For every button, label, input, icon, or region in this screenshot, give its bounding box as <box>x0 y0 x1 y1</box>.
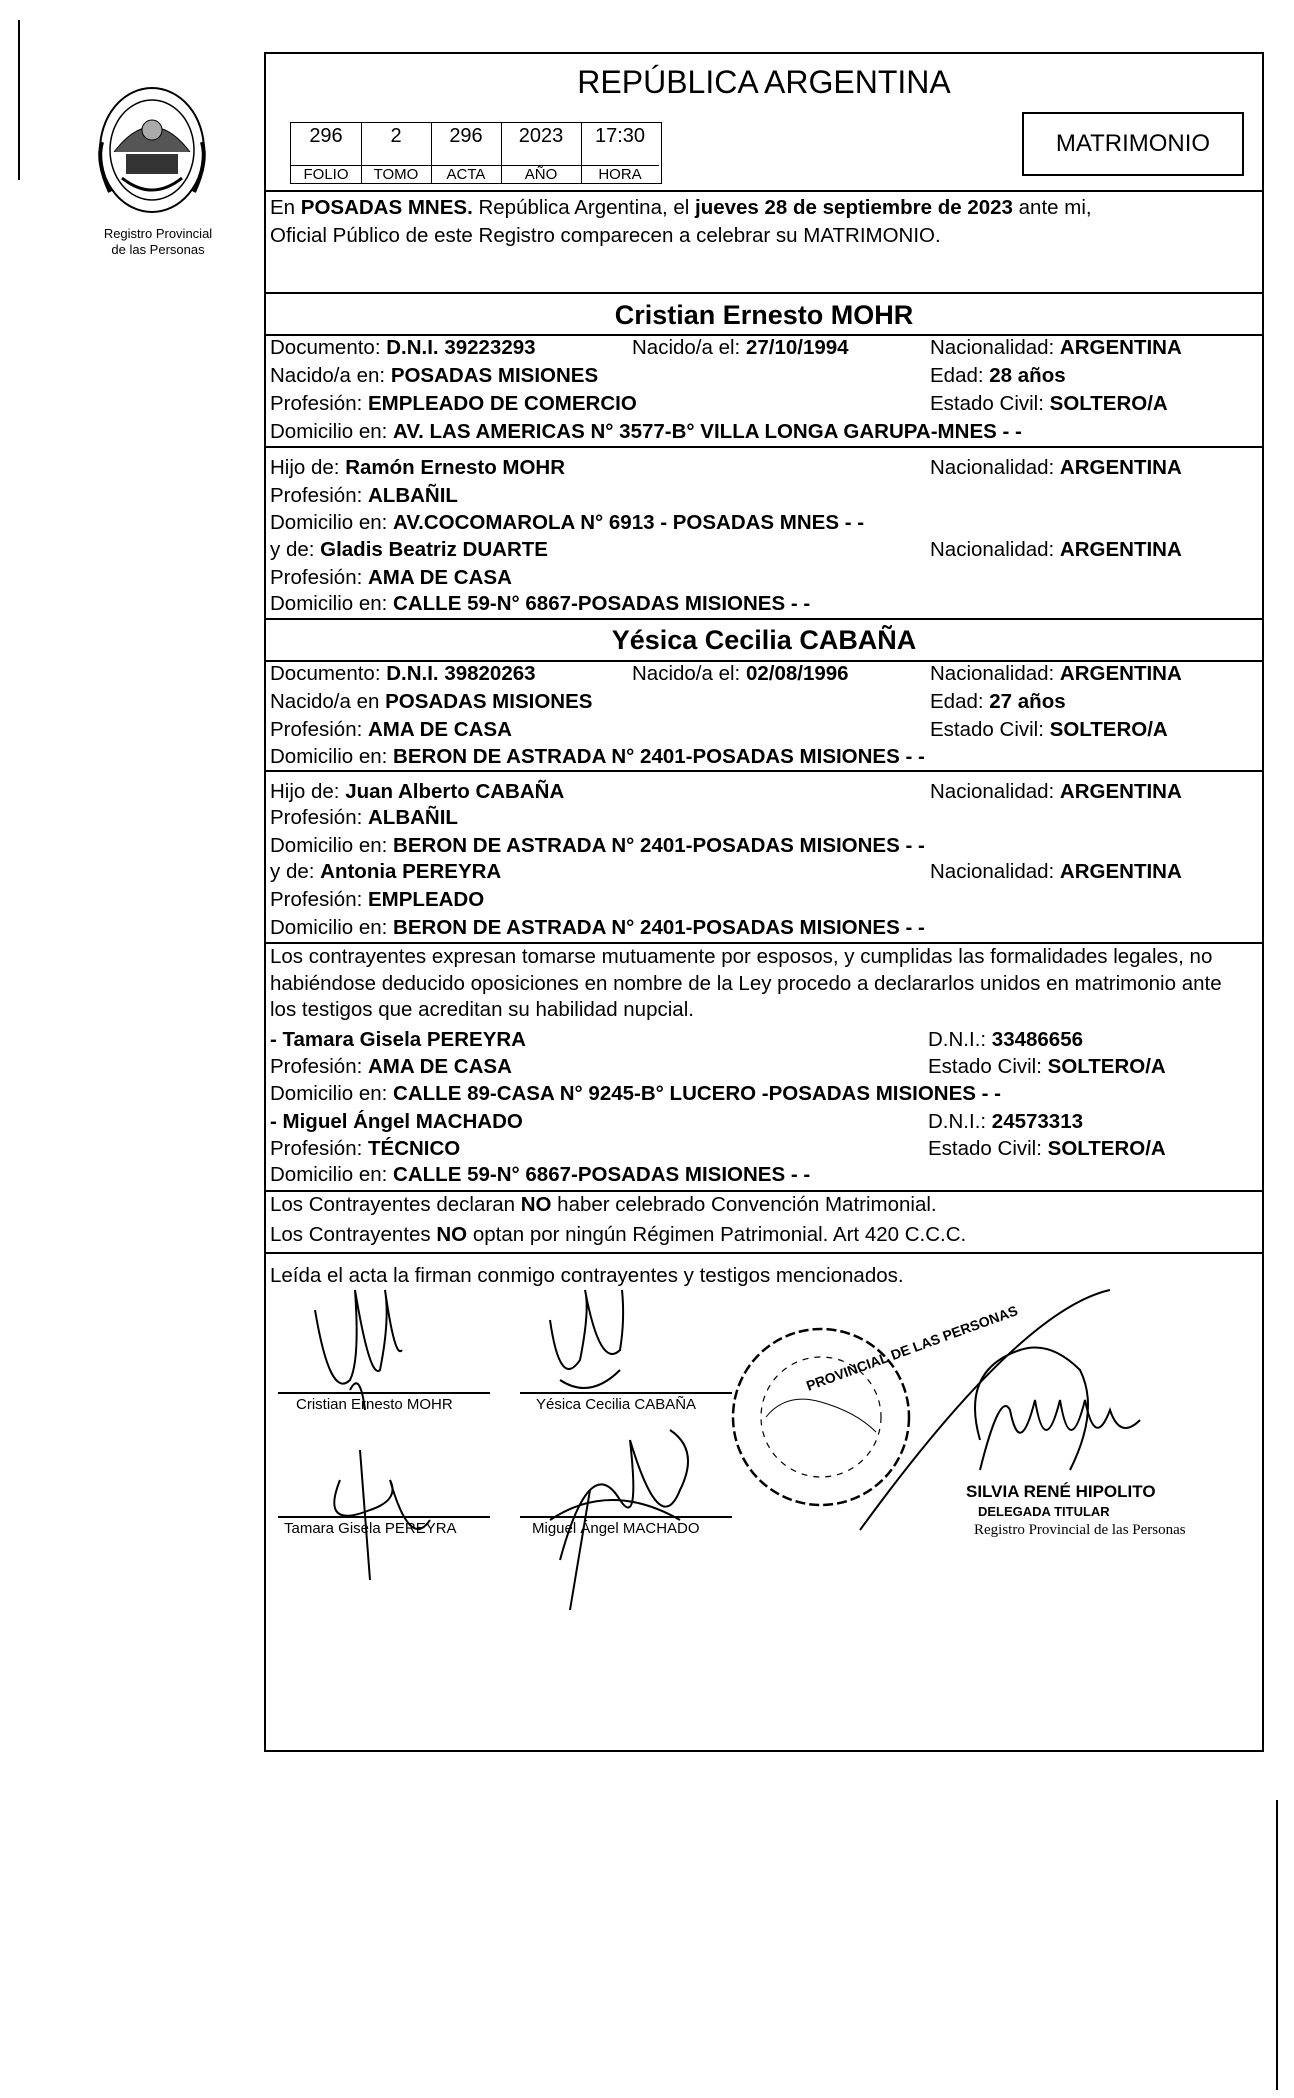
signature-name-1: Cristian Ernesto MOHR <box>296 1396 453 1413</box>
value: 28 años <box>989 364 1066 387</box>
groom-civil <box>930 392 1168 416</box>
bride-mother-addr <box>270 916 925 940</box>
witness-2-addr <box>270 1163 810 1187</box>
groom-father-nat <box>930 456 1182 480</box>
seal-caption-1: Registro Provincial <box>103 226 213 241</box>
regime-line-1 <box>270 1193 937 1217</box>
label: Domicilio en: <box>270 745 394 768</box>
label: Nacionalidad: <box>930 780 1060 803</box>
registry-table <box>290 122 662 184</box>
value: Antonia PEREYRA <box>320 860 502 883</box>
value: BERON DE ASTRADA N° 2401-POSADAS MISIONES - - <box>393 745 925 768</box>
label: Domicilio en: <box>270 511 394 534</box>
label: Nacionalidad: <box>930 860 1060 883</box>
bride-age <box>930 690 1066 714</box>
bride-name: Yésica Cecilia CABAÑA <box>611 625 917 655</box>
value: SOLTERO/A <box>1049 392 1168 415</box>
regime-no: NO <box>436 1223 468 1246</box>
registry-label: TOMO <box>361 165 431 184</box>
official-office: Registro Provincial de las Personas <box>974 1522 1186 1538</box>
value: Juan Alberto CABAÑA <box>345 780 565 803</box>
witness-1-prof <box>270 1055 512 1079</box>
frame-right <box>1262 52 1264 1752</box>
label: Nacionalidad: <box>930 456 1060 479</box>
divider <box>264 292 1264 294</box>
value: CALLE 59-N° 6867-POSADAS MISIONES - - <box>393 1163 811 1186</box>
label: Domicilio en: <box>270 592 394 615</box>
registry-hora <box>581 123 659 183</box>
groom-father <box>270 456 565 480</box>
value: Ramón Ernesto MOHR <box>345 456 566 479</box>
registry-value: 17:30 <box>594 125 646 147</box>
value: BERON DE ASTRADA N° 2401-POSADAS MISIONES - - <box>393 834 925 857</box>
label: Profesión: <box>270 806 368 829</box>
intro-place: POSADAS MNES. <box>300 196 473 219</box>
regime-text: Los Contrayentes <box>270 1223 437 1246</box>
divider <box>264 190 1264 192</box>
page-title: REPÚBLICA ARGENTINA <box>577 64 951 100</box>
label: y de: <box>270 538 321 561</box>
label: Profesión: <box>270 888 368 911</box>
label: Profesión: <box>270 718 368 741</box>
value: EMPLEADO DE COMERCIO <box>368 392 637 415</box>
label: Edad: <box>930 690 990 713</box>
intro-line-2: Oficial Público de este Registro comparecen a celebrar su MATRIMONIO. <box>270 224 941 247</box>
regime-text: optan por ningún Régimen Patrimonial. Art 420 C.C.C. <box>467 1223 967 1246</box>
value: CALLE 89-CASA N° 9245-B° LUCERO -POSADAS MISIONES - - <box>393 1082 1001 1105</box>
bride-addr <box>270 745 925 769</box>
groom-prof <box>270 392 637 416</box>
bride-father-nat <box>930 780 1182 804</box>
label: Documento: <box>270 336 387 359</box>
closing-text: Leída el acta la firman conmigo contrayentes y testigos mencionados. <box>270 1264 904 1287</box>
divider <box>264 446 1264 448</box>
groom-birthplace <box>270 364 598 388</box>
label: D.N.I.: <box>928 1028 992 1051</box>
intro-text: En <box>270 196 301 219</box>
value: AMA DE CASA <box>368 1055 512 1078</box>
label: Nacionalidad: <box>930 336 1060 359</box>
registry-label: AÑO <box>501 165 581 184</box>
value: ARGENTINA <box>1059 538 1182 561</box>
value: BERON DE ASTRADA N° 2401-POSADAS MISIONES - - <box>393 916 925 939</box>
value: ARGENTINA <box>1059 336 1182 359</box>
label: Nacido/a el: <box>632 336 746 359</box>
registry-label: HORA <box>581 165 659 184</box>
declaration-line-3: los testigos que acreditan su habilidad nupcial. <box>270 998 694 1021</box>
value: AV.COCOMAROLA N° 6913 - POSADAS MNES - - <box>393 511 865 534</box>
witness-2-civil <box>928 1137 1166 1161</box>
divider <box>264 942 1264 944</box>
label: Nacionalidad: <box>930 662 1060 685</box>
value: 24573313 <box>991 1110 1084 1133</box>
divider <box>264 618 1264 620</box>
act-type: MATRIMONIO <box>1055 130 1211 157</box>
registry-value: 2023 <box>518 125 564 147</box>
frame-top <box>264 52 1264 54</box>
value: 33486656 <box>991 1028 1084 1051</box>
label: Profesión: <box>270 484 368 507</box>
intro-text: ante mi, <box>1012 196 1092 219</box>
official-title: DELEGADA TITULAR <box>978 1504 1110 1519</box>
witness-2-prof <box>270 1137 460 1161</box>
divider <box>264 1190 1264 1192</box>
groom-name: Cristian Ernesto MOHR <box>614 300 914 330</box>
value: AMA DE CASA <box>368 718 512 741</box>
groom-mother-nat <box>930 538 1182 562</box>
value: SOLTERO/A <box>1047 1055 1166 1078</box>
value: SOLTERO/A <box>1049 718 1168 741</box>
value: AV. LAS AMERICAS N° 3577-B° VILLA LONGA GARUPA-MNES - - <box>393 420 1022 443</box>
label: Nacido/a el: <box>632 662 746 685</box>
registry-value: 296 <box>309 125 343 147</box>
groom-mother-prof <box>270 566 512 590</box>
margin-mark <box>1276 1800 1278 2090</box>
declaration-line-1: Los contrayentes expresan tomarse mutuamente por esposos, y cumplidas las formalidades legales, no <box>270 945 1213 968</box>
value: D.N.I. 39820263 <box>386 662 536 685</box>
stamp-text: PROVINCIAL DE LAS PERSONAS <box>804 1302 1020 1394</box>
label: Domicilio en: <box>270 1082 394 1105</box>
label: Domicilio en: <box>270 834 394 857</box>
witness-2-name: - Miguel Ángel MACHADO <box>270 1110 523 1133</box>
value: ARGENTINA <box>1059 860 1182 883</box>
registry-anio <box>501 123 582 183</box>
registry-label: FOLIO <box>291 165 361 184</box>
intro-date: jueves 28 de septiembre de 2023 <box>695 196 1013 219</box>
signature-name-3: Tamara Gisela PEREYRA <box>284 1520 457 1537</box>
label: Estado Civil: <box>928 1137 1048 1160</box>
bride-mother-prof <box>270 888 484 912</box>
value: ARGENTINA <box>1059 456 1182 479</box>
provincial-seal <box>92 82 212 222</box>
label: Documento: <box>270 662 387 685</box>
frame-bottom <box>264 1750 1264 1752</box>
label: Profesión: <box>270 1137 368 1160</box>
bride-nat <box>930 662 1182 686</box>
label: Hijo de: <box>270 456 346 479</box>
groom-nat <box>930 336 1182 360</box>
value: CALLE 59-N° 6867-POSADAS MISIONES - - <box>393 592 811 615</box>
bride-mother-nat <box>930 860 1182 884</box>
value: ALBAÑIL <box>368 484 458 507</box>
value: TÉCNICO <box>368 1137 461 1160</box>
label: y de: <box>270 860 321 883</box>
bride-mother <box>270 860 501 884</box>
value: SOLTERO/A <box>1047 1137 1166 1160</box>
value: EMPLEADO <box>368 888 485 911</box>
regime-text: Los Contrayentes declaran <box>270 1193 521 1216</box>
label: Estado Civil: <box>930 392 1050 415</box>
label: Profesión: <box>270 1055 368 1078</box>
value: ARGENTINA <box>1059 662 1182 685</box>
label: Estado Civil: <box>928 1055 1048 1078</box>
groom-mother-addr <box>270 592 810 616</box>
registry-label: ACTA <box>431 165 501 184</box>
witness-1-civil <box>928 1055 1166 1079</box>
bride-civil <box>930 718 1168 742</box>
bride-born <box>632 662 849 686</box>
value: POSADAS MISIONES <box>385 690 593 713</box>
groom-born <box>632 336 849 360</box>
value: ARGENTINA <box>1059 780 1182 803</box>
label: D.N.I.: <box>928 1110 992 1133</box>
value: D.N.I. 39223293 <box>386 336 536 359</box>
registry-folio <box>291 123 362 183</box>
label: Nacido/a en: <box>270 364 391 387</box>
signature-name-4: Miguel Ángel MACHADO <box>532 1520 700 1537</box>
label: Hijo de: <box>270 780 346 803</box>
groom-father-addr <box>270 511 864 535</box>
declaration-line-2: habiéndose deducido oposiciones en nombre de la Ley procedo a declararlos unidos en matrimonio ante <box>270 972 1222 995</box>
registry-value: 296 <box>449 125 483 147</box>
bride-father-prof <box>270 806 458 830</box>
groom-father-prof <box>270 484 458 508</box>
value: POSADAS MISIONES <box>390 364 599 387</box>
registry-tomo <box>361 123 432 183</box>
label: Nacido/a en <box>270 690 386 713</box>
divider <box>264 770 1264 772</box>
groom-age <box>930 364 1066 388</box>
witness-1-dni <box>928 1028 1083 1052</box>
label: Edad: <box>930 364 990 387</box>
bride-birthplace <box>270 690 592 714</box>
label: Nacionalidad: <box>930 538 1060 561</box>
margin-mark <box>18 20 20 180</box>
registry-value: 2 <box>390 125 402 147</box>
seal-caption-2: de las Personas <box>111 242 205 257</box>
intro-text: República Argentina, el <box>472 196 696 219</box>
value: ALBAÑIL <box>368 806 458 829</box>
label: Domicilio en: <box>270 420 394 443</box>
intro-line-1 <box>270 196 1092 220</box>
value: 27 años <box>989 690 1066 713</box>
bride-father-addr <box>270 834 925 858</box>
groom-addr <box>270 420 1022 444</box>
groom-mother <box>270 538 548 562</box>
label: Profesión: <box>270 566 368 589</box>
label: Estado Civil: <box>930 718 1050 741</box>
registry-acta <box>431 123 502 183</box>
regime-text: haber celebrado Convención Matrimonial. <box>551 1193 937 1216</box>
witness-1-addr <box>270 1082 1001 1106</box>
witness-2-dni <box>928 1110 1083 1134</box>
witness-1-name: - Tamara Gisela PEREYRA <box>270 1028 526 1051</box>
signature-name-2: Yésica Cecilia CABAÑA <box>536 1396 697 1413</box>
regime-no: NO <box>520 1193 552 1216</box>
value: 02/08/1996 <box>745 662 849 685</box>
official-name: SILVIA RENÉ HIPOLITO <box>966 1482 1156 1501</box>
bride-prof <box>270 718 512 742</box>
value: AMA DE CASA <box>368 566 512 589</box>
label: Profesión: <box>270 392 368 415</box>
bride-doc <box>270 662 536 686</box>
regime-line-2 <box>270 1223 966 1247</box>
value: 27/10/1994 <box>745 336 849 359</box>
label: Domicilio en: <box>270 1163 394 1186</box>
value: Gladis Beatriz DUARTE <box>320 538 548 561</box>
act-type-box <box>1022 112 1244 176</box>
label: Domicilio en: <box>270 916 394 939</box>
groom-doc <box>270 336 536 360</box>
bride-father <box>270 780 564 804</box>
